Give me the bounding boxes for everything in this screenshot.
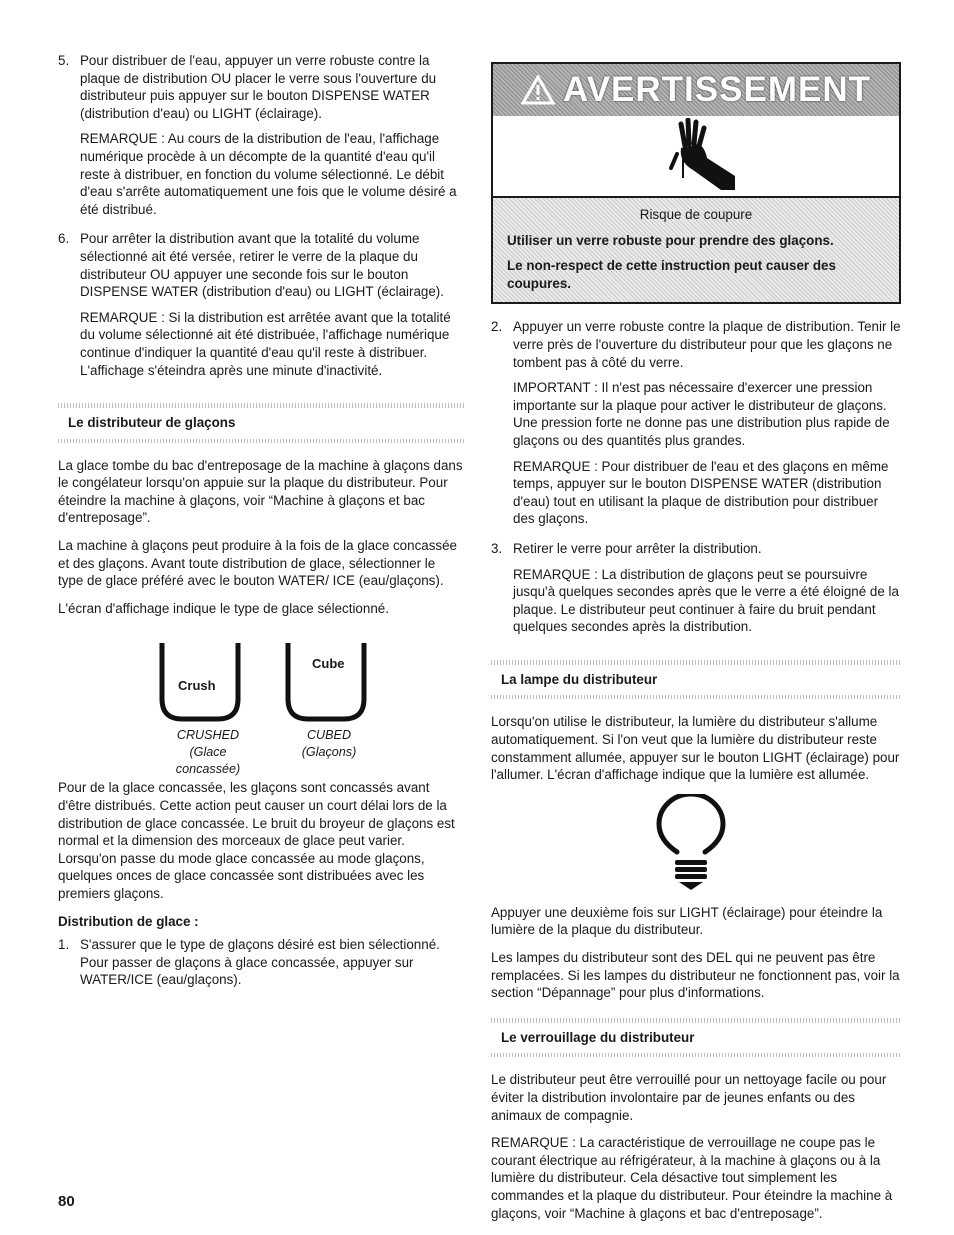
paragraph: La machine à glaçons peut produire à la fois de la glace concassée et des glaçons. Avant toute distribution de glace, sélectionner le type de glace préféré avec le bouton WATER/ ICE (eau/glaçons). — [58, 538, 457, 589]
section-title: Le verrouillage du distributeur — [501, 1029, 695, 1045]
step-text: Pour distribuer de l'eau, appuyer un verre robuste contre la plaque de distribution OU placer le verre sous l'ouverture du distributeur puis appuyer sur le bouton DISPENSE WATER (distribution d'eau) ou LIGHT (éclairage). — [80, 53, 437, 121]
step-note: REMARQUE : Au cours de la distribution de l'eau, l'affichage numérique procède à un décompte de la quantité d'eau qu'il reste à distribuer, en fonction du volume sélectionné. Le débit d'eau s'arrête automatiquement une fois que le volume désiré a été distribué. — [80, 131, 457, 217]
light-bulb-icon — [651, 794, 731, 894]
step-text: S'assurer que le type de glaçons désiré est bien sélectionné. Pour passer de glaçons à glace concassée, appuyer sur WATER/ICE (eau/glaçons). — [80, 937, 440, 988]
step-note: REMARQUE : La distribution de glaçons peut se poursuivre jusqu'à quelques secondes après que le verre a été éloigné de la plaque. Le distributeur peut continuer à faire du bruit pendant quelques secondes après la distribution. — [513, 566, 899, 635]
step-number: 6. — [58, 231, 70, 247]
step-text: Retirer le verre pour arrêter la distribution. — [513, 540, 762, 556]
cube-label: Cube — [312, 656, 345, 672]
caption-line: (Glace concassée) — [175, 745, 241, 777]
paragraph: Appuyer une deuxième fois sur LIGHT (éclairage) pour éteindre la lumière de la plaque du distributeur. — [491, 904, 883, 938]
crush-label: Crush — [178, 678, 216, 694]
step-important: IMPORTANT : Il n'est pas nécessaire d'exercer une pression importante sur la plaque pour activer le distributeur de glaçons. Une pression forte ne donne pas une distribution plus rapide de glaçons ou des quantités plus grandes. — [513, 380, 890, 448]
step-number: 1. — [58, 937, 70, 953]
step-note: REMARQUE : Pour distribuer de l'eau et des glaçons en même temps, appuyer sur le bouton DISPENSE WATER (distribution d'eau) tout en utilisant la plaque de distribution pour distribuer des glaçons. — [513, 458, 889, 527]
section-title: La lampe du distributeur — [501, 671, 658, 687]
subheading: Distribution de glace : — [58, 913, 199, 929]
right-column — [491, 56, 901, 1232]
page-number: 80 — [58, 1193, 75, 1210]
ice-cups-illustration — [58, 637, 464, 727]
caption-line: (Glaçons) — [301, 745, 357, 760]
warning-line: Utiliser un verre robuste pour prendre des glaçons. — [507, 232, 834, 248]
warning-triangle-icon — [521, 75, 555, 105]
step-2 — [491, 318, 901, 536]
cubed-caption — [284, 727, 374, 761]
warning-box — [491, 62, 901, 304]
ice-type-figure — [58, 637, 464, 777]
step-note: REMARQUE : Si la distribution est arrêtée avant que la totalité du volume sélectionné ait été distribuée, l'affichage numérique continue d'indiquer la quantité d'eau qu'il reste à distribuer. L'affichage s'éteindra après une minute d'inactivité. — [80, 309, 451, 378]
paragraph: L'écran d'affichage indique le type de glace sélectionné. — [58, 600, 389, 616]
caption-line: CUBED — [306, 728, 352, 743]
paragraph: Pour de la glace concassée, les glaçons sont concassés avant d'être distribués. Cette action peut causer un court délai lors de la distribution de glace concassée. Le bruit du broyeur de glaçons est normal et la dimension des morceaux de glace peut varier. Lorsqu'on passe du mode glace concassée au mode glaçons, quelques onces de glace concassée sont distribuées avec les premiers glaçons. — [58, 780, 455, 901]
caption-line: CRUSHED — [176, 728, 240, 743]
paragraph: REMARQUE : La caractéristique de verrouillage ne coupe pas le courant électrique au réfrigérateur, à la machine à glaçons ou à la lumière du distributeur. Cela désactive tout simplement les commandes et la plaque du distributeur. Pour éteindre la machine à glaçons, voir “Machine à glaçons et bac d'entreposage”. — [491, 1135, 893, 1221]
step-5 — [58, 52, 464, 226]
step-1 — [58, 936, 464, 997]
cut-hand-icon — [663, 118, 743, 194]
warning-line: Le non-respect de cette instruction peut causer des coupures. — [507, 258, 836, 291]
step-text: Appuyer un verre robuste contre la plaque de distribution. Tenir le verre près de l'ouverture du distributeur pour que les glaçons ne tombent pas à côté du verre. — [513, 319, 901, 370]
step-text: Pour arrêter la distribution avant que la totalité du volume sélectionné ait été versée, retirer le verre de la plaque du distributeur OU appuyer une seconde fois sur le bouton DISPENSE WATER (distribution d'eau) ou LIGHT (éclairage). — [80, 231, 444, 300]
paragraph: Le distributeur peut être verrouillé pour un nettoyage facile ou pour éviter la distribution involontaire par de jeunes enfants ou des animaux de compagnie. — [491, 1072, 887, 1123]
step-number: 2. — [491, 319, 503, 335]
step-number: 5. — [58, 53, 70, 68]
paragraph: Les lampes du distributeur sont des DEL qui ne peuvent pas être remplacées. Si les lampes du distributeur ne fonctionnent pas, voir la section “Dépannage” pour plus d'informations. — [491, 950, 900, 1001]
warning-header — [493, 64, 899, 116]
crushed-caption — [158, 727, 258, 778]
step-6 — [58, 230, 464, 387]
paragraph: La glace tombe du bac d'entreposage de la machine à glaçons dans le congélateur lorsqu'on appuie sur la plaque du distributeur. Pour éteindre la machine à glaçons, voir “Machine à glaçons et bac d'entreposage”. — [58, 457, 463, 526]
paragraph: Lorsqu'on utilise le distributeur, la lumière du distributeur s'allume automatiquement. Si l'on veut que la lumière du distributeur reste constamment allumée, appuyer sur le bouton LIGHT (éclairage) pour l'allumer. L'écran d'affichage indique que la lumière est allumée. — [491, 714, 900, 783]
step-3 — [491, 540, 901, 644]
section-header — [491, 660, 901, 700]
left-column — [58, 52, 464, 1001]
warning-icon-area — [493, 116, 899, 198]
warning-heading: AVERTISSEMENT — [563, 70, 871, 110]
section-title: Le distributeur de glaçons — [68, 415, 236, 431]
warning-text — [493, 198, 899, 302]
light-figure — [491, 794, 901, 894]
warning-title: Risque de coupure — [639, 207, 753, 222]
step-number: 3. — [491, 540, 503, 556]
section-header — [58, 403, 464, 443]
section-header — [491, 1018, 901, 1058]
